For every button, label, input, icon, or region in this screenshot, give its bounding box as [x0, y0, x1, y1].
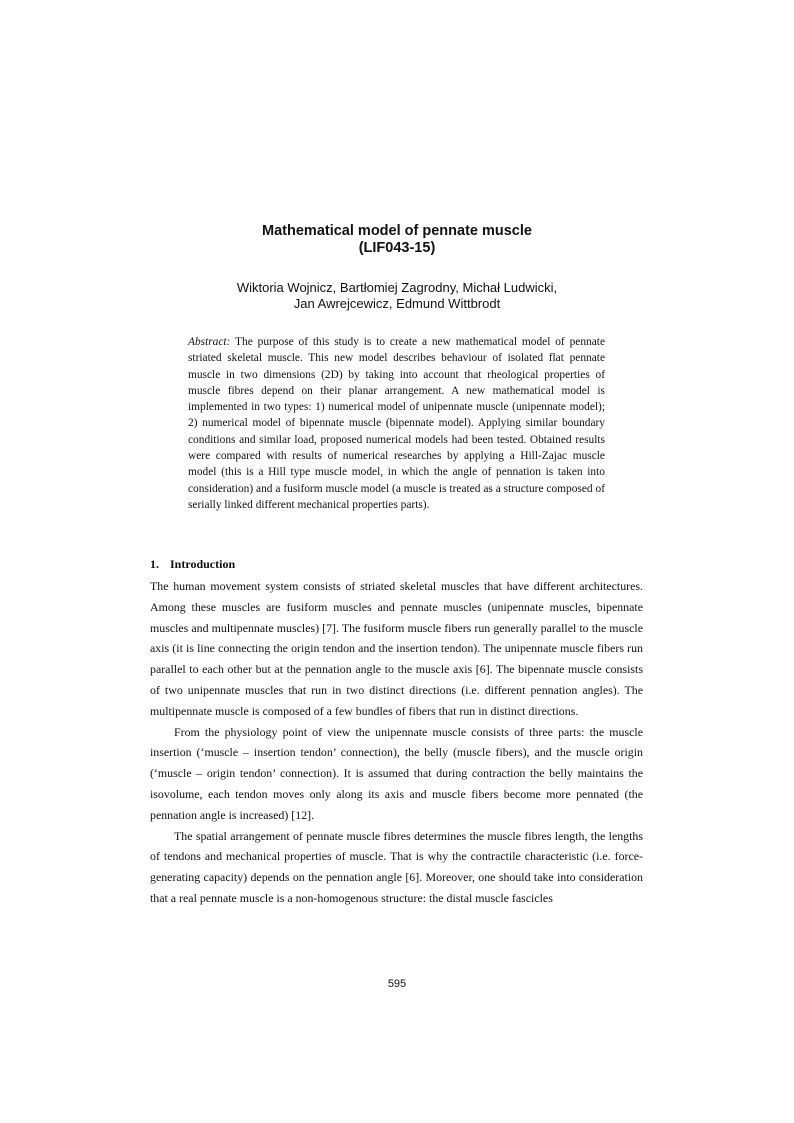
paper-title-main: Mathematical model of pennate muscle [262, 223, 532, 239]
abstract [188, 334, 605, 513]
body-text [150, 576, 643, 909]
section-title: Introduction [170, 557, 236, 571]
section-heading-introduction [150, 556, 235, 572]
paragraph-3: The spatial arrangement of pennate muscle fibres determines the muscle fibres length, the lengths of tendons and mechanical properties of muscle. That is why the contractile characteristic (i.e. force-generating capacity) depends on the pennation angle [6]. Moreover, one should take into consideration that a real pennate muscle is a non-homogenous structure: the distal muscle fascicles [150, 828, 643, 905]
paragraph-2: From the physiology point of view the unipennate muscle consists of three parts: the muscle insertion (‘muscle – insertion tendon’ connection), the belly (muscle fibers), and the muscle origin (‘muscle – origin tendon’ connection). It is assumed that during contraction the belly maintains the isovolume, each tendon moves only along its axis and muscle fibers become more pennated (the pennation angle is increased) [12]. [150, 724, 643, 822]
paragraph-1: The human movement system consists of striated skeletal muscles that have different architectures. Among these muscles are fusiform muscles and pennate muscles (unipennate muscles, bipennate muscles and multipennate muscles) [7]. The fusiform muscle fibers run generally parallel to the muscle axis (it is line connecting the origin tendon and the insertion tendon). The unipennate muscle fibers run parallel to each other but at the pennation angle to the muscle axis [6]. The bipennate muscle consists of two unipennate muscles that run in two distinct directions (i.e. different pennation angles). The multipennate muscle is composed of a few bundles of fibers that run in distinct directions. [150, 579, 643, 718]
author-line-1: Wiktoria Wojnicz, Bartłomiej Zagrodny, Michał Ludwicki, [236, 280, 558, 295]
page-number: 595 [387, 978, 407, 990]
abstract-label: Abstract: [188, 336, 231, 348]
author-line-2: Jan Awrejcewicz, Edmund Wittbrodt [293, 296, 501, 311]
section-number: 1. [150, 557, 159, 571]
author-list [0, 280, 794, 312]
abstract-text: The purpose of this study is to create a new mathematical model of pennate striated skeletal muscle. This new model describes behaviour of isolated flat pennate muscle in two dimensions (2D) by taking into account that rheological properties of muscle fibres depend on their planar arrangement. A new mathematical model is implemented in two types: 1) numerical model of unipennate muscle (unipennate model); 2) numerical model of bipennate muscle (bipennate model). Applying similar boundary conditions and similar load, proposed numerical models had been tested. Obtained results were compared with results of numerical researches by applying a Hill-Zajac muscle model (this is a Hill type muscle model, in which the angle of pennation is taken into consideration) and a fusiform muscle model (a muscle is treated as a structure composed of serially linked different mechanical properties parts). [188, 336, 605, 511]
paper-title-code: (LIF043-15) [358, 240, 436, 256]
paper-title [0, 223, 794, 257]
